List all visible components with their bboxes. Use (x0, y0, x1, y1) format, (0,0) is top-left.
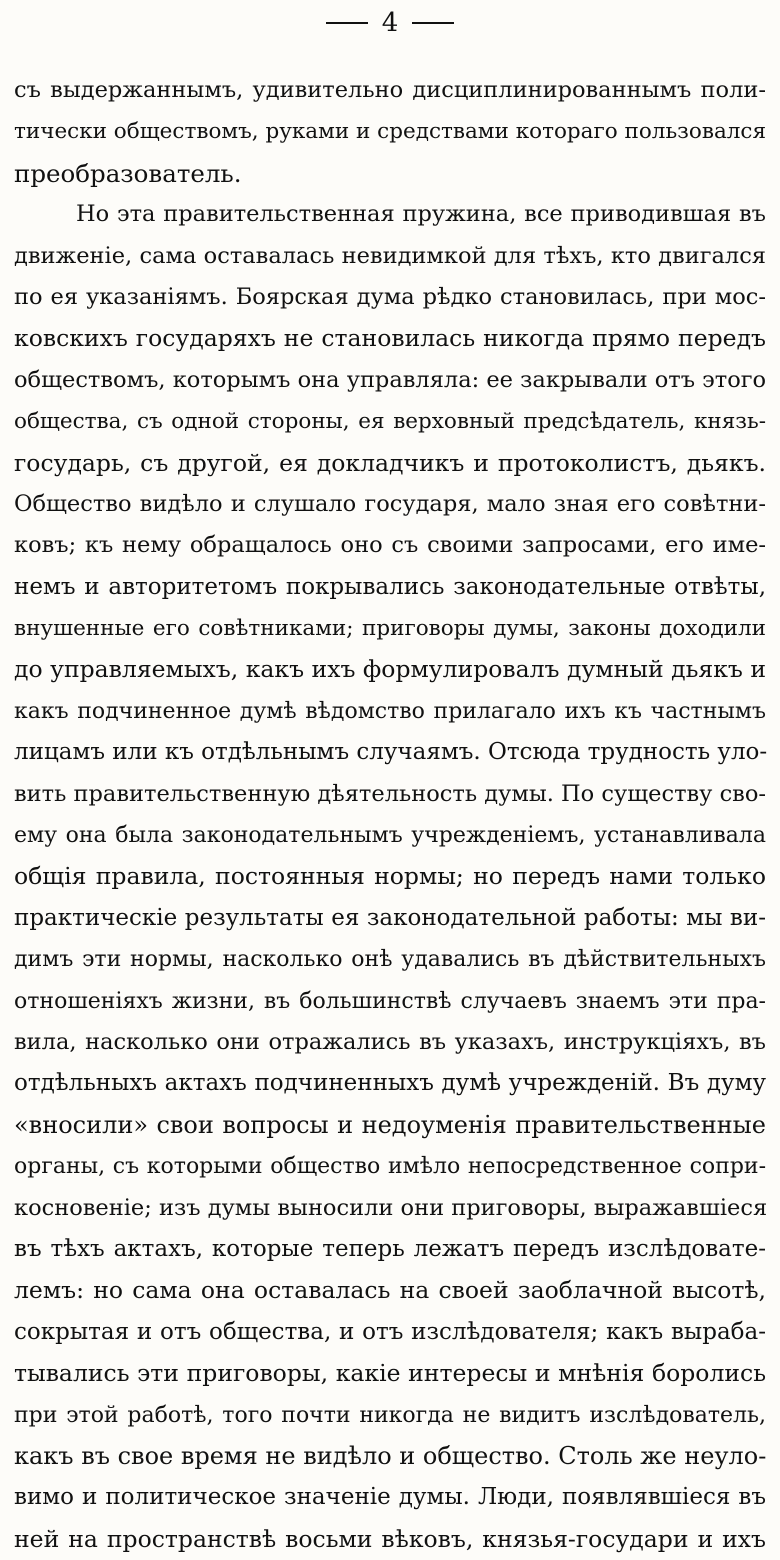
text-line: движеніе, сама оставалась невидимкой для тѣхъ, кто двигался (14, 242, 766, 269)
text-line: внушенные его совѣтниками; приговоры думы, законы доходили (14, 616, 766, 642)
text-line: съ выдержаннымъ, удивительно дисциплинированнымъ поли- (14, 77, 766, 103)
text-line: отношеніяхъ жизни, въ большинствѣ случаевъ знаемъ эти пра- (14, 988, 766, 1014)
text-line: лемъ: но сама она оставалась на своей заоблачной высотѣ, (14, 1276, 766, 1305)
text-line: какъ подчиненное думѣ вѣдомство прилагало ихъ къ частнымъ (14, 698, 766, 724)
text-line: вимо и политическое значеніе думы. Люди, появлявшіеся въ (14, 1484, 766, 1511)
text-line: общества, съ одной стороны, ея верховный предсѣдатель, князь- (14, 409, 766, 435)
text-line: тывались эти приговоры, какіе интересы и мнѣнія боролись (14, 1359, 766, 1388)
page-header (0, 8, 780, 38)
text-line: косновеніе; изъ думы выносили они приговоры, выражавшіеся (14, 1194, 768, 1221)
text-line: ему она была законодательнымъ учрежденіемъ, устанавливала (14, 823, 766, 849)
text-line: тически обществомъ, руками и средствами котораго пользовался (14, 119, 767, 145)
text-line: практическіе результаты ея законодательной работы: мы ви- (14, 904, 766, 931)
text-line: сокрытая и отъ общества, и отъ изслѣдователя; какъ выраба- (14, 1318, 766, 1345)
text-line: вить правительственную дѣятельность думы. По существу сво- (14, 780, 766, 807)
text-line: органы, съ которыми общество имѣло непосредственное сопри- (14, 1154, 766, 1180)
text-line: лицамъ или къ отдѣльнымъ случаямъ. Отсюда трудность уло- (14, 739, 768, 766)
text-line: до управляемыхъ, какъ ихъ формулировалъ думный дьякъ и (14, 655, 766, 684)
body-text (14, 70, 766, 1560)
text-line: какъ въ свое время не видѣло и общество. Столь же неуло- (14, 1441, 767, 1470)
text-line: преобразователь. (14, 158, 242, 188)
text-line: Но эта правительственная пружина, все приводившая въ (76, 201, 766, 228)
text-line: «вносили» свои вопросы и недоуменія правительственные (14, 1110, 766, 1139)
text-line: въ тѣхъ актахъ, которые теперь лежатъ передъ изслѣдовате- (14, 1235, 766, 1262)
text-line: при этой работѣ, того почти никогда не видитъ изслѣдователь, (14, 1402, 766, 1428)
left-dash (326, 22, 368, 24)
right-dash (412, 22, 454, 24)
text-line: ковскихъ государяхъ не становилась никогда прямо передъ (14, 324, 766, 353)
text-line: отдѣльныхъ актахъ подчиненныхъ думѣ учрежденій. Въ думу (14, 1070, 766, 1097)
text-line: общія правила, постоянныя нормы; но передъ нами только (14, 862, 766, 891)
text-line: государь, съ другой, ея докладчикъ и протоколистъ, дьякъ. (14, 448, 766, 477)
text-line: ней на пространствѣ восьми вѣковъ, князья-государи и ихъ (14, 1524, 766, 1553)
page-number: 4 (381, 8, 399, 38)
text-line: ковъ; къ нему обращалось оно съ своими запросами, его име- (14, 532, 766, 559)
text-line: немъ и авторитетомъ покрывались законодательные отвѣты, (14, 573, 766, 600)
text-line: димъ эти нормы, насколько онѣ удавались въ дѣйствительныхъ (14, 947, 766, 973)
text-line: по ея указаніямъ. Боярская дума рѣдко становилась, при мос- (14, 283, 766, 310)
text-line: обществомъ, которымъ она управляла: ее закрывали отъ этого (14, 366, 767, 393)
text-line: вила, насколько они отражались въ указахъ, инструкціяхъ, въ (14, 1028, 766, 1055)
text-line: Общество видѣло и слушало государя, мало зная его совѣтни- (14, 490, 766, 517)
